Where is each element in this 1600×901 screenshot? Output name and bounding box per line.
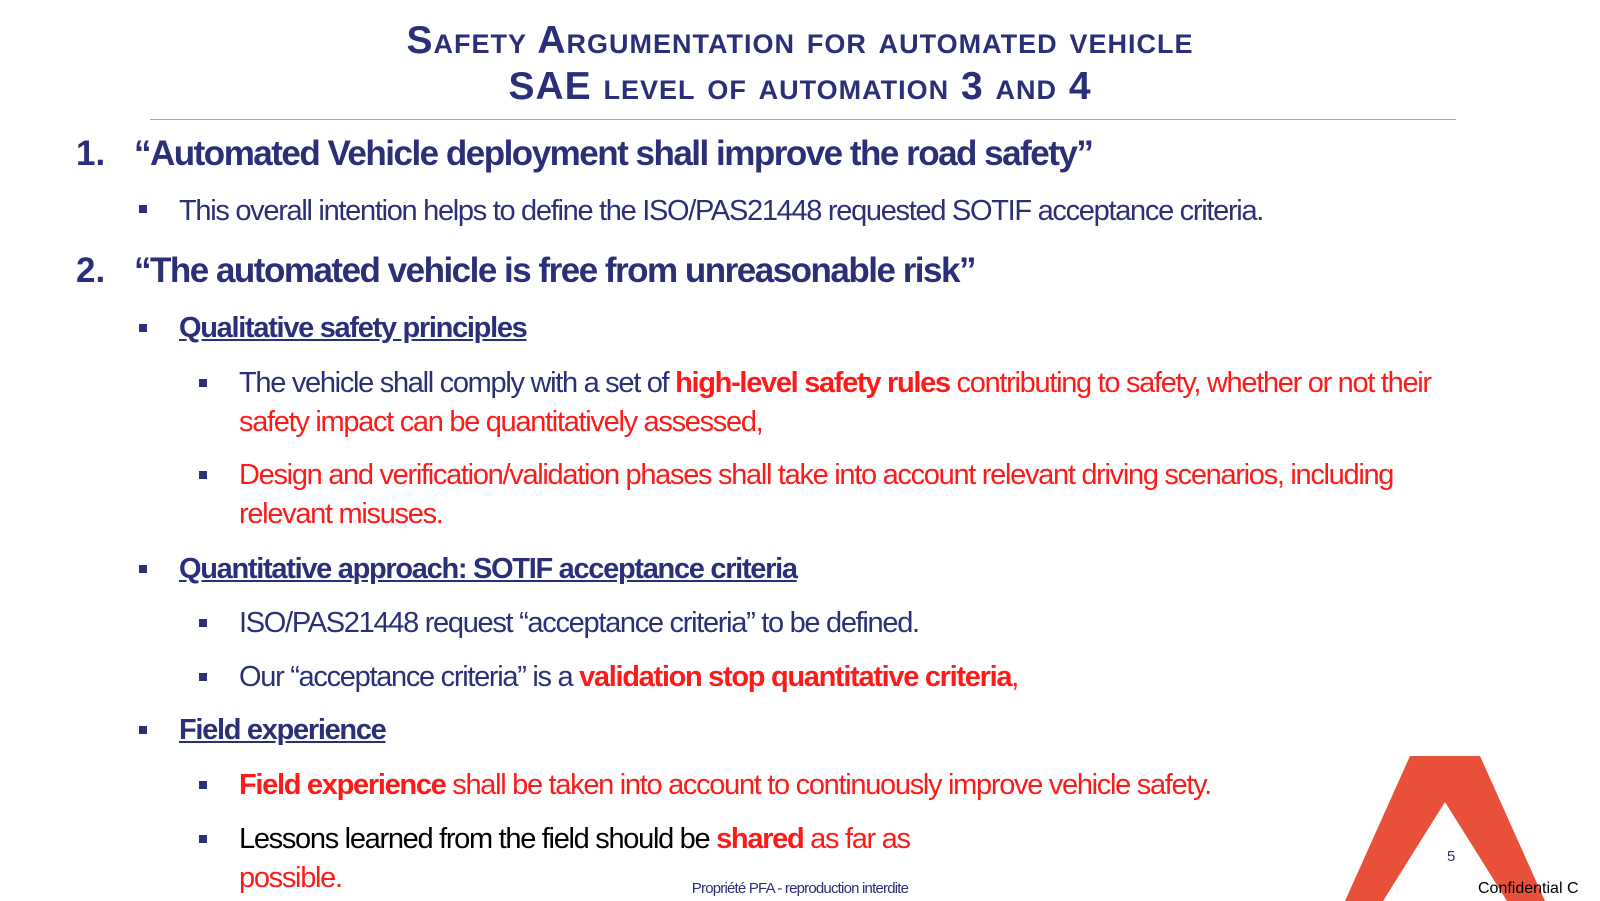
qualitative-bullet-1	[239, 367, 1431, 400]
quantitative-bullet-2-emph: validation stop quantitative criteria	[579, 661, 1012, 693]
bullet-marker	[199, 781, 207, 789]
field-bullet-2-post: as far as	[803, 823, 910, 855]
qualitative-bullet-1-emph: high-level safety rules	[675, 367, 950, 399]
qualitative-bullet-2-cont: relevant misuses.	[239, 498, 443, 530]
bullet-marker	[199, 619, 207, 627]
bullet-marker	[139, 205, 147, 213]
item-heading-1: “Automated Vehicle deployment shall improve the road safety”	[134, 134, 1093, 173]
title-divider	[150, 119, 1456, 120]
item-1-bullet-1: This overall intention helps to define the ISO/PAS21448 requested SOTIF acceptance criteria.	[179, 195, 1264, 227]
page-number: 5	[1447, 848, 1456, 865]
item-heading-2: “The automated vehicle is free from unreasonable risk”	[134, 251, 975, 290]
field-bullet-1	[239, 769, 1211, 802]
field-bullet-1-post: shall be taken into account to continuously improve vehicle safety.	[445, 769, 1211, 801]
bullet-marker	[139, 324, 147, 332]
title-line-2: SAE level of automation 3 and 4	[508, 65, 1092, 108]
footer-copyright: Propriété PFA - reproduction interdite	[691, 880, 909, 897]
item-number-2: 2.	[76, 251, 106, 290]
field-bullet-2	[239, 823, 910, 856]
bullet-marker	[139, 726, 147, 734]
slide-title	[0, 18, 1600, 110]
section-quantitative-title: Quantitative approach: SOTIF acceptance criteria	[179, 553, 797, 585]
bullet-marker	[199, 471, 207, 479]
bullet-marker	[199, 379, 207, 387]
bullet-marker	[199, 835, 207, 843]
quantitative-bullet-1: ISO/PAS21448 request “acceptance criteria” to be defined.	[239, 607, 919, 639]
quantitative-bullet-2-post: ,	[1011, 661, 1018, 693]
qualitative-bullet-1-post: contributing to safety, whether or not their	[949, 367, 1431, 399]
item-number-1: 1.	[76, 134, 106, 173]
qualitative-bullet-1-cont: safety impact can be quantitatively assessed,	[239, 406, 763, 438]
section-field-title: Field experience	[179, 714, 386, 746]
field-bullet-2-cont: possible.	[239, 862, 342, 894]
section-qualitative-title: Qualitative safety principles	[179, 312, 527, 344]
confidential-label: Confidential C	[1478, 880, 1579, 897]
qualitative-bullet-1-pre: The vehicle shall comply with a set of	[239, 367, 676, 399]
quantitative-bullet-2	[239, 661, 1018, 694]
bullet-marker	[199, 673, 207, 681]
bullet-marker	[139, 565, 147, 573]
field-bullet-1-emph: Field experience	[239, 769, 446, 801]
title-line-1: Safety Argumentation for automated vehicle	[406, 19, 1194, 62]
qualitative-bullet-2: Design and verification/validation phases shall take into account relevant driving scenarios, including	[239, 459, 1394, 491]
field-bullet-2-emph: shared	[716, 823, 804, 855]
quantitative-bullet-2-pre: Our “acceptance criteria” is a	[239, 661, 580, 693]
field-bullet-2-pre: Lessons learned from the field should be	[239, 823, 717, 855]
